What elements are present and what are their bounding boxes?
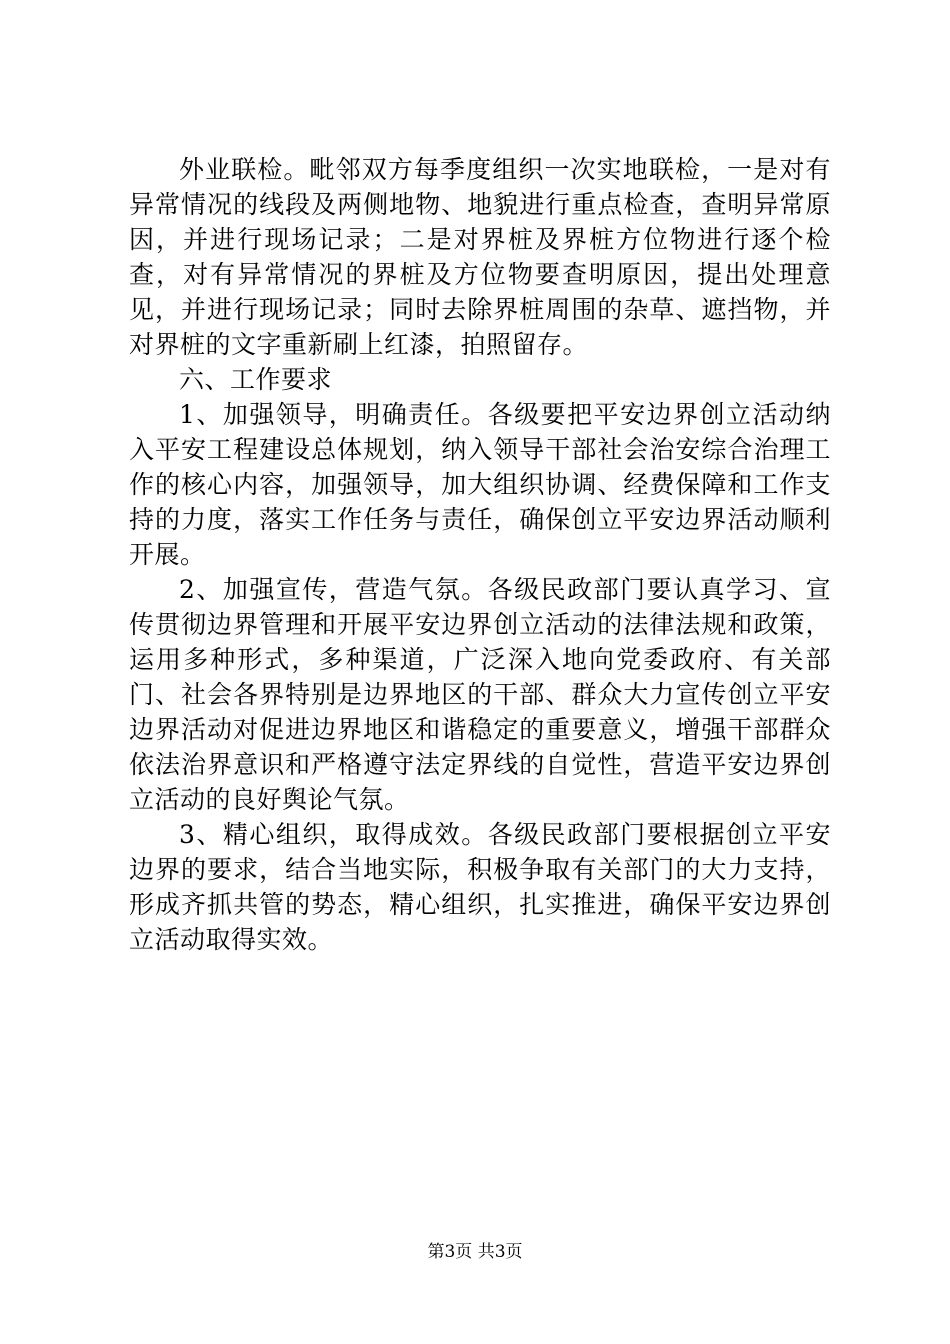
document-body (129, 152, 831, 957)
section-heading-work-requirements: 六、工作要求 (179, 365, 333, 394)
paragraph-field-inspection: 外业联检。毗邻双方每季度组织一次实地联检，一是对有异常情况的线段及两侧地物、地貌进行重点检查，查明异常原因，并进行现场记录；二是对界桩及界桩方位物进行逐个检查，对有异常情况的界桩及方位物要查明原因，提出处理意见，并进行现场记录；同时去除界桩周围的杂草、遮挡物，并对界桩的文字重新刷上红漆，拍照留存。 (129, 155, 831, 359)
paragraph-requirement-2: 2、加强宣传，营造气氛。各级民政部门要认真学习、宣传贯彻边界管理和开展平安边界创立活动的法律法规和政策，运用多种形式，多种渠道，广泛深入地向党委政府、有关部门、社会各界特别是边界地区的干部、群众大力宣传创立平安边界活动对促进边界地区和谐稳定的重要意义，增强干部群众依法治界意识和严格遵守法定界线的自觉性，营造平安边界创立活动的良好舆论气氛。 (129, 575, 831, 814)
paragraph-requirement-3: 3、精心组织，取得成效。各级民政部门要根据创立平安边界的要求，结合当地实际，积极争取有关部门的大力支持，形成齐抓共管的势态，精心组织，扎实推进，确保平安边界创立活动取得实效。 (129, 820, 831, 954)
paragraph-requirement-1: 1、加强领导，明确责任。各级要把平安边界创立活动纳入平安工程建设总体规划，纳入领导干部社会治安综合治理工作的核心内容，加强领导，加大组织协调、经费保障和工作支持的力度，落实工作任务与责任，确保创立平安边界活动顺利开展。 (129, 400, 831, 569)
page-footer: 第3页 共3页 (427, 1242, 523, 1262)
